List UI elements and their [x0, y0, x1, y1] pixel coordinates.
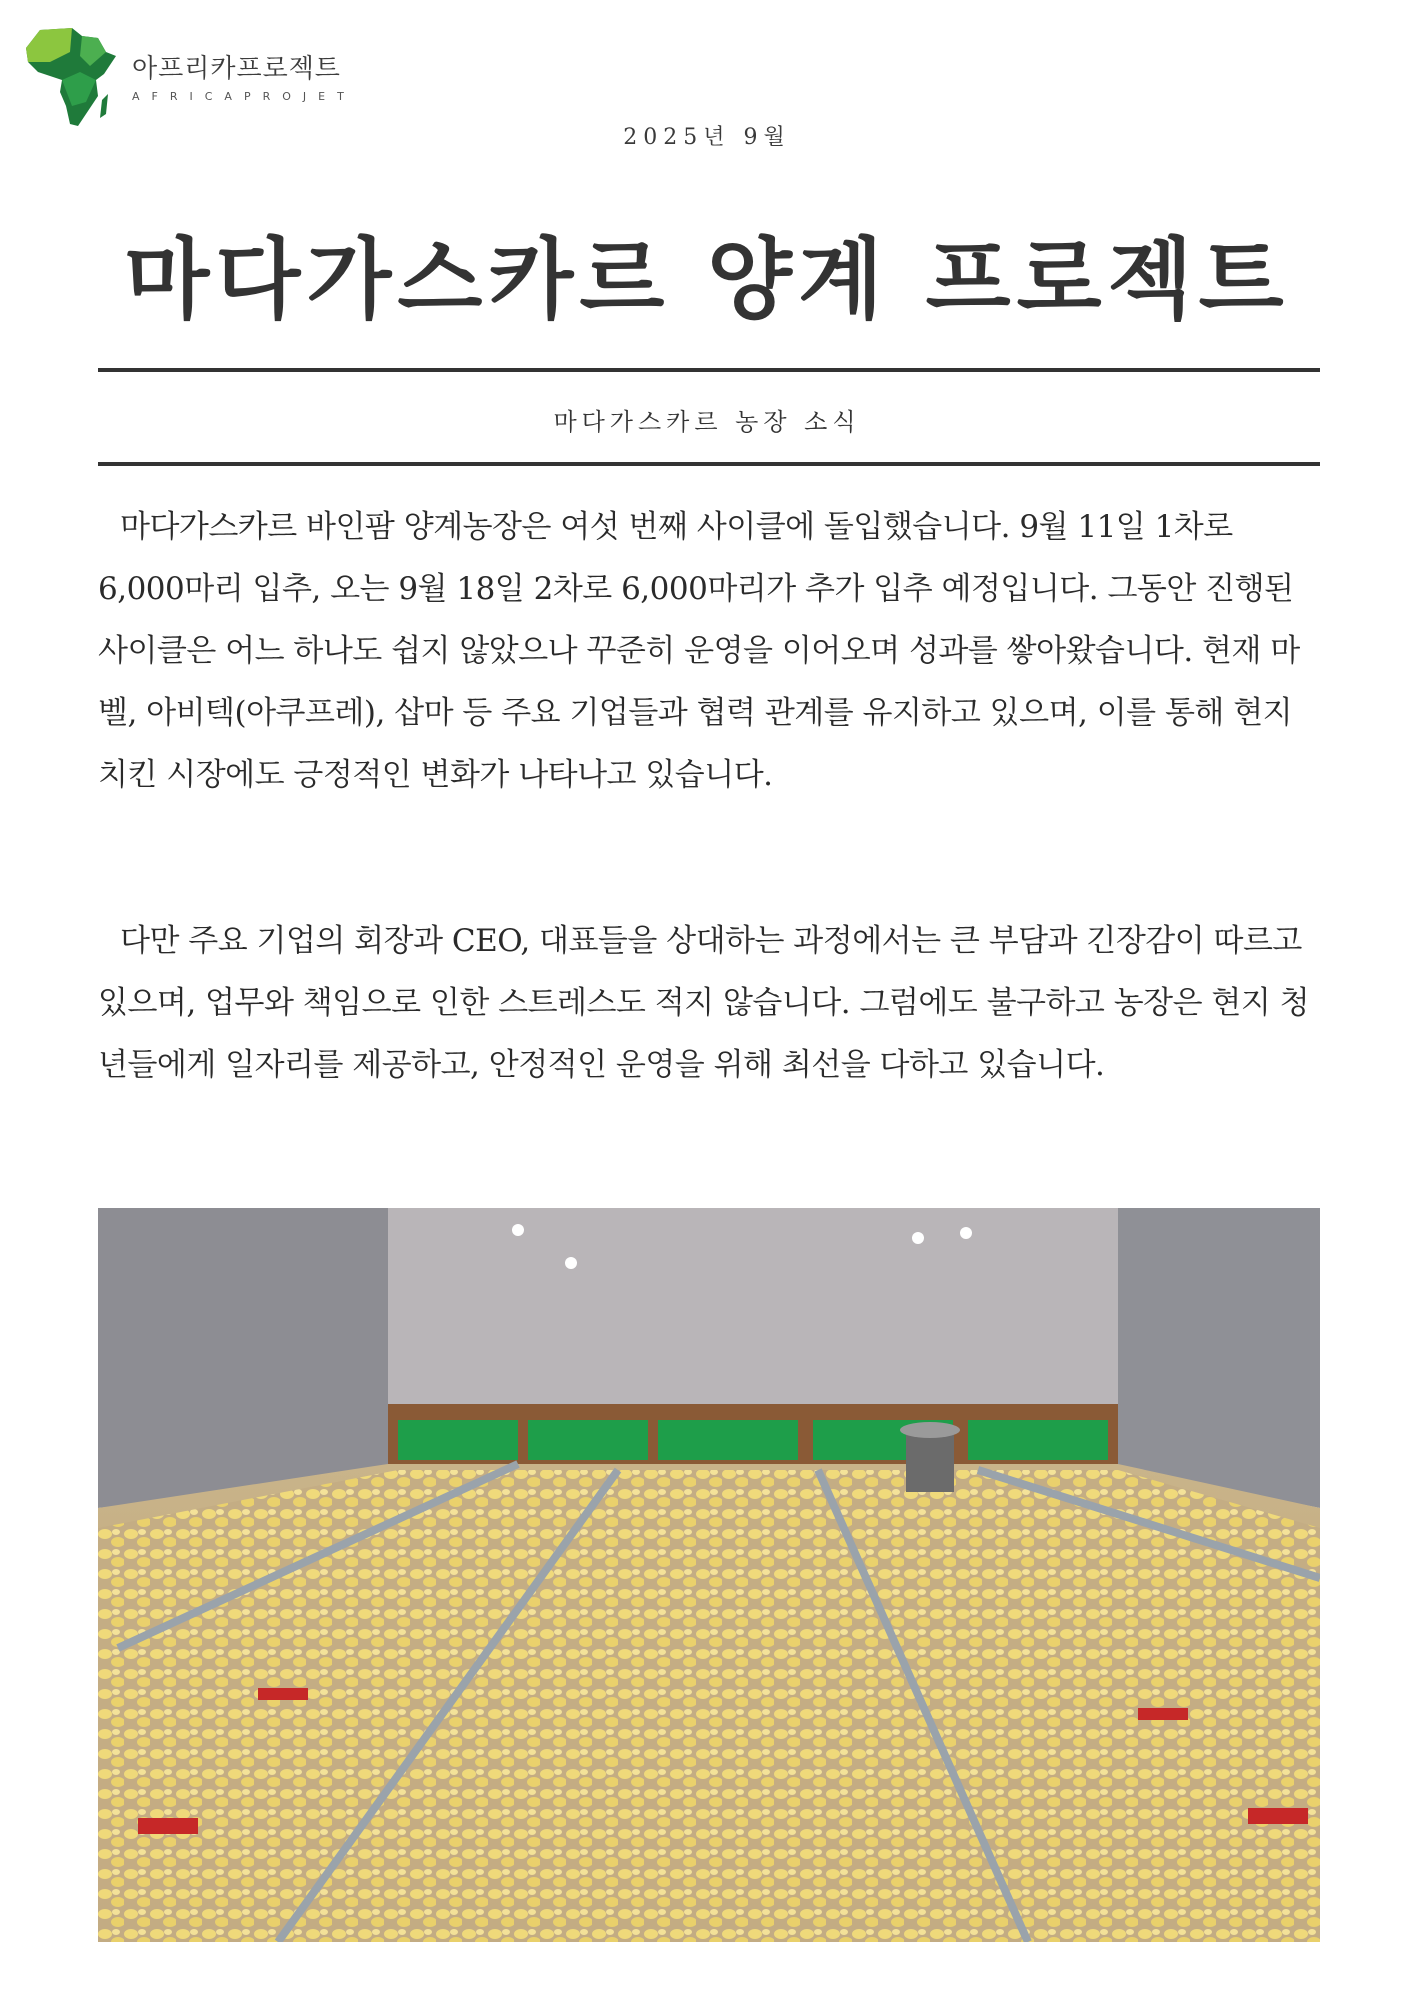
issue-date: 2025년 9월 [623, 125, 791, 150]
body-paragraph-2: 다만 주요 기업의 회장과 CEO, 대표들을 상대하는 과정에서는 큰 부담과 긴장감이 따르고 있으며, 업무와 책임으로 인한 스트레스도 적지 않습니다. 그럼에도 불구하고 농장은 현지 청년들에게 일자리를 제공하고, 안정적인 운영을 위해 최선을 다하고 있습니다. [98, 923, 1310, 1083]
farm-photo [98, 1208, 1320, 1942]
brand-name-korean: 아프리카프로젝트 [132, 54, 341, 84]
page-title: 마다가스카르 양계 프로젝트 [124, 228, 1290, 331]
body-paragraph-1: 마다가스카르 바인팜 양계농장은 여섯 번째 사이클에 돌입했습니다. 9월 11일 1차로 6,000마리 입추, 오는 9월 18일 2차로 6,000마리가 추가 입추 예정입니다. 그동안 진행된 사이클은 어느 하나도 쉽지 않았으나 꾸준히 운영을 이어오며 성과를 쌓아왔습니다. 현재 마벨, 아비텍(아쿠프레), 삽마 등 주요 기업들과 협력 관계를 유지하고 있으며, 이를 통해 현지 치킨 시장에도 긍정적인 변화가 나타나고 있습니다. [98, 509, 1300, 793]
top-divider [98, 368, 1320, 372]
section-subtitle: 마다가스카르 농장 소식 [553, 408, 861, 436]
bottom-divider [98, 462, 1320, 466]
brand-name-english: AFRICAPROJET [132, 90, 356, 103]
africa-map-icon [20, 22, 120, 132]
brand-logo [20, 22, 380, 132]
